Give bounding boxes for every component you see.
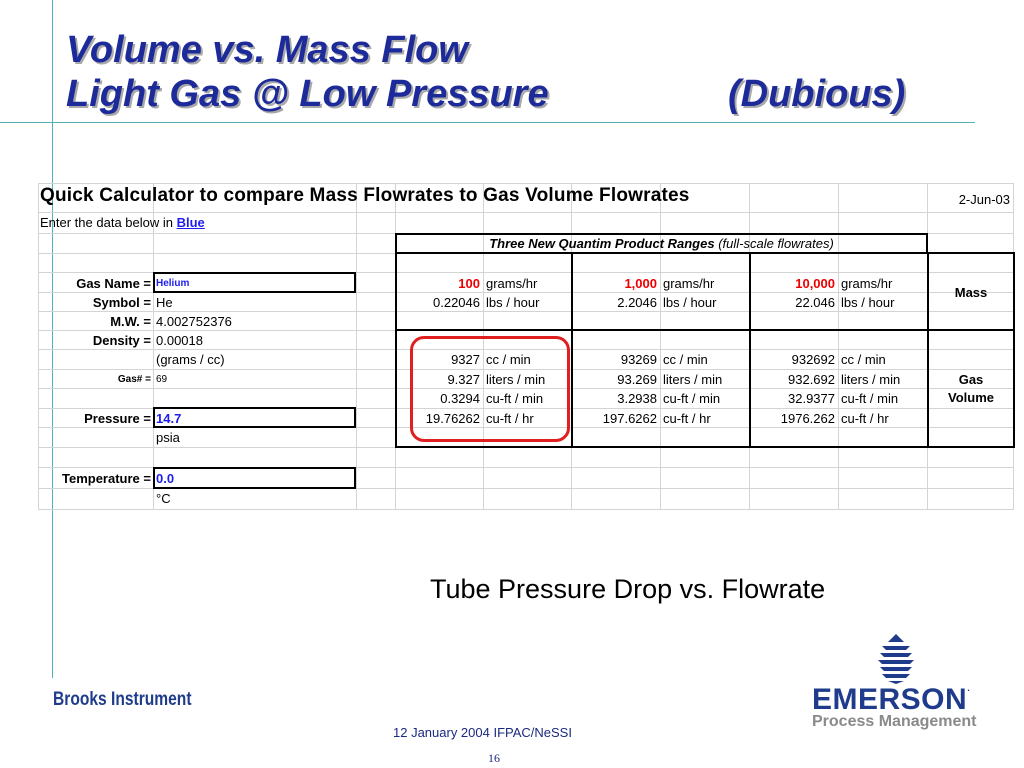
range1-cuft-hr: 19.76262 bbox=[425, 411, 480, 426]
range1-mass-unit: grams/hr bbox=[486, 276, 538, 291]
range2-cuft-hr: 197.6262 bbox=[602, 411, 657, 426]
gasnum-value: 69 bbox=[156, 374, 168, 385]
range1-cuft-min-unit: cu-ft / min bbox=[486, 391, 544, 406]
pressure-unit: psia bbox=[156, 430, 180, 445]
ranges-note: (full-scale flowrates) bbox=[718, 236, 834, 251]
gas-volume-label-2: Volume bbox=[948, 390, 994, 405]
density-value: 0.00018 bbox=[156, 333, 203, 348]
slide-title-line2: Light Gas @ Low Pressure bbox=[66, 73, 549, 115]
accent-horizontal-rule bbox=[0, 122, 975, 123]
range3-cuft-hr-unit: cu-ft / hr bbox=[841, 411, 889, 426]
pressure-value[interactable]: 14.7 bbox=[156, 411, 182, 426]
sheet-date: 2-Jun-03 bbox=[958, 192, 1010, 207]
mw-label: M.W. = bbox=[110, 314, 151, 329]
temperature-unit: °C bbox=[156, 491, 171, 506]
range1-cc-unit: cc / min bbox=[486, 352, 531, 367]
slide-footer: 12 January 2004 IFPAC/NeSSI bbox=[393, 725, 572, 740]
slide-title-tag: (Dubious) bbox=[728, 73, 906, 115]
mw-value: 4.002752376 bbox=[156, 314, 232, 329]
instruction-blue-link[interactable]: Blue bbox=[176, 215, 205, 230]
range1-liters-unit: liters / min bbox=[486, 372, 546, 387]
range2-lbs-unit: lbs / hour bbox=[663, 295, 717, 310]
temperature-label: Temperature = bbox=[62, 471, 151, 486]
gas-volume-label-1: Gas bbox=[958, 372, 984, 387]
density-label: Density = bbox=[92, 333, 151, 348]
sheet-heading: Quick Calculator to compare Mass Flowrates to Gas Volume Flowrates bbox=[40, 185, 690, 206]
range1-liters: 9.327 bbox=[447, 372, 480, 387]
range3-cc: 932692 bbox=[791, 352, 835, 367]
gas-name-label: Gas Name = bbox=[76, 276, 151, 291]
range1-lbs-unit: lbs / hour bbox=[486, 295, 540, 310]
range2-cuft-min-unit: cu-ft / min bbox=[663, 391, 721, 406]
range1-lbs: 0.22046 bbox=[433, 295, 480, 310]
brooks-instrument-logo: Brooks Instrument bbox=[53, 689, 192, 710]
ranges-header bbox=[395, 234, 928, 253]
instruction-prefix: Enter the data below in bbox=[40, 215, 177, 230]
range3-cc-unit: cc / min bbox=[841, 352, 886, 367]
range2-mass-unit: grams/hr bbox=[663, 276, 715, 291]
range2-cuft-min: 3.2938 bbox=[617, 391, 657, 406]
range2-cuft-hr-unit: cu-ft / hr bbox=[663, 411, 711, 426]
temperature-value[interactable]: 0.0 bbox=[156, 471, 175, 486]
range2-liters-unit: liters / min bbox=[663, 372, 723, 387]
temperature-input[interactable] bbox=[153, 467, 356, 489]
range3-cuft-min: 32.9377 bbox=[788, 391, 835, 406]
symbol-label: Symbol = bbox=[92, 295, 151, 310]
emerson-logo-text: EMERSON. bbox=[812, 683, 971, 716]
process-management-text: Process Management bbox=[812, 713, 977, 730]
density-unit: (grams / cc) bbox=[156, 352, 225, 367]
range3-liters: 932.692 bbox=[788, 372, 835, 387]
instruction-text bbox=[40, 213, 360, 232]
range3-lbs: 22.046 bbox=[795, 295, 835, 310]
range2-cc-unit: cc / min bbox=[663, 352, 708, 367]
range2-cc: 93269 bbox=[620, 352, 657, 367]
range3-cuft-min-unit: cu-ft / min bbox=[841, 391, 899, 406]
ranges-title: Three New Quantim Product Ranges bbox=[489, 236, 715, 251]
range1-cuft-min: 0.3294 bbox=[440, 391, 480, 406]
slide-caption: Tube Pressure Drop vs. Flowrate bbox=[430, 574, 826, 604]
pressure-label: Pressure = bbox=[84, 411, 151, 426]
symbol-value: He bbox=[156, 295, 173, 310]
spreadsheet-calculator bbox=[38, 183, 1014, 510]
range2-mass: 1,000 bbox=[624, 276, 657, 291]
emerson-logo-icon bbox=[876, 634, 916, 684]
range3-liters-unit: liters / min bbox=[841, 372, 901, 387]
highlight-range1-volume bbox=[410, 336, 570, 442]
pressure-input[interactable] bbox=[153, 407, 356, 428]
page-number: 16 bbox=[488, 751, 500, 765]
range2-lbs: 2.2046 bbox=[617, 295, 657, 310]
range3-lbs-unit: lbs / hour bbox=[841, 295, 895, 310]
range3-cuft-hr: 1976.262 bbox=[780, 411, 835, 426]
range1-cc: 9327 bbox=[451, 352, 480, 367]
range3-mass: 10,000 bbox=[795, 276, 835, 291]
range1-mass: 100 bbox=[458, 276, 480, 291]
range2-liters: 93.269 bbox=[617, 372, 657, 387]
gasnum-label: Gas# = bbox=[117, 374, 151, 385]
range3-mass-unit: grams/hr bbox=[841, 276, 893, 291]
mass-label: Mass bbox=[954, 285, 988, 300]
gas-name-value[interactable]: Helium bbox=[156, 278, 190, 289]
slide-title-line1: Volume vs. Mass Flow bbox=[66, 29, 468, 71]
range1-cuft-hr-unit: cu-ft / hr bbox=[486, 411, 534, 426]
